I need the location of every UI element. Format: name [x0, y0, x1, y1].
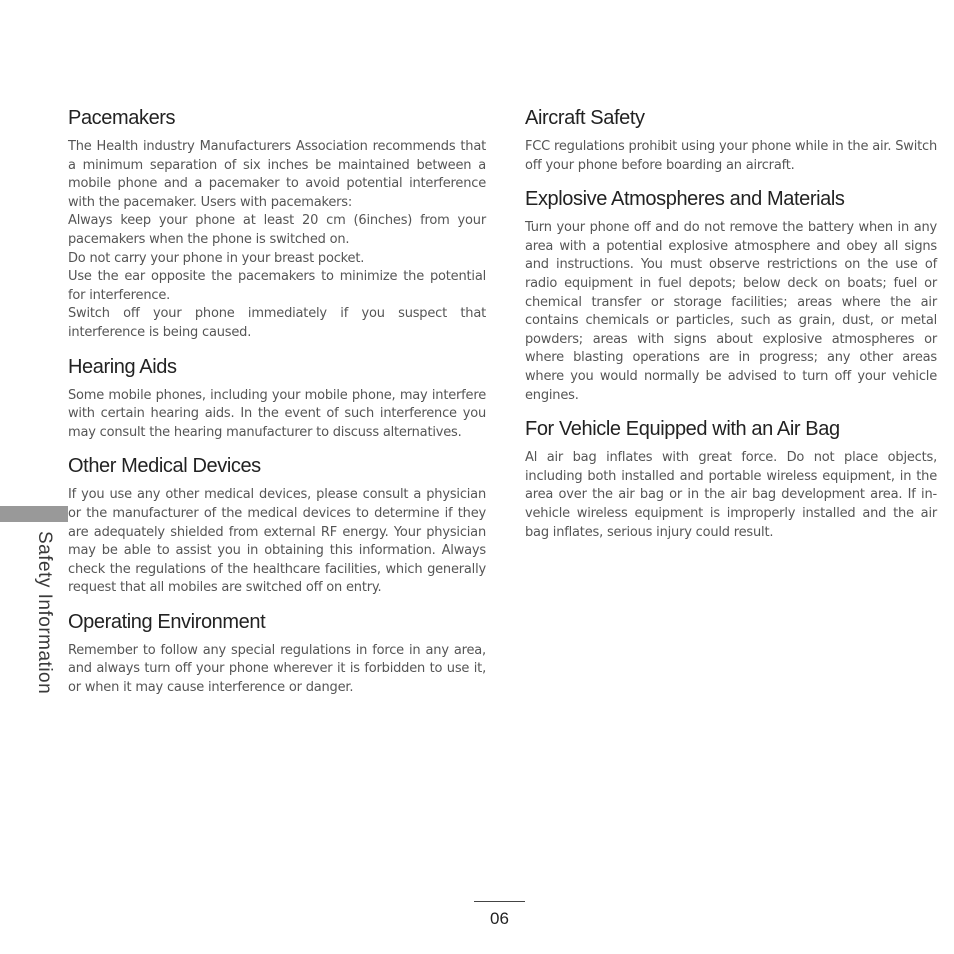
paragraph: Do not carry your phone in your breast pocket. [68, 250, 365, 266]
right-column [525, 105, 937, 553]
paragraph: Switch off your phone immediately if you suspect that interference is being caused. [68, 306, 486, 340]
paragraph: Remember to follow any special regulations in force in any area, and always turn off your phone wherever it is forbidden to use it, or when it may cause interference or danger. [68, 642, 486, 696]
side-tab-marker [0, 506, 68, 522]
paragraph: If you use any other medical devices, please consult a physician or the manufacturer of the medical devices to determine if they are adequately shielded from external RF energy. Your physician may be able to assist you in obtaining this information. Always check the regulations of the healthcare facilities, which generally request that all mobiles are switched off on entry. [68, 487, 486, 596]
section-vehicle-air-bag [525, 416, 937, 542]
section-explosive-atmospheres [525, 186, 937, 405]
page-number-rule [474, 901, 525, 902]
section-hearing-aids [68, 354, 486, 443]
left-column [68, 105, 486, 709]
paragraph: Use the ear opposite the pacemakers to minimize the potential for interference. [68, 269, 486, 303]
section-heading: Other Medical Devices [68, 455, 261, 478]
section-heading: Hearing Aids [68, 355, 177, 378]
section-pacemakers [68, 105, 486, 343]
side-tab-label: Safety Information [34, 531, 55, 695]
paragraph: Always keep your phone at least 20 cm (6inches) from your pacemakers when the phone is switched on. [68, 213, 486, 247]
section-heading: Operating Environment [68, 610, 266, 633]
section-heading: For Vehicle Equipped with an Air Bag [525, 418, 840, 441]
section-aircraft-safety [525, 105, 937, 175]
section-operating-environment [68, 609, 486, 698]
section-heading: Aircraft Safety [525, 107, 645, 129]
paragraph: Turn your phone off and do not remove the battery when in any area with a potential explosive atmosphere and obey all signs and instructions. You must observe restrictions on the use of radio equipment in fuel depots; below deck on boats; fuel or chemical transfer or storage facilities; areas where the air contains chemicals or particles, such as grain, dust, or metal powders; areas with signs about explosive atmospheres or where blasting operations are in progress; any other areas where you would normally be advised to turn off your vehicle engines. [525, 220, 937, 403]
paragraph: Al air bag inflates with great force. Do not place objects, including both installed and portable wireless equipment, in the area over the air bag or in the air bag development area. If in-vehicle wireless equipment is improperly installed and the air bag inflates, serious injury could result. [525, 450, 937, 540]
paragraph: FCC regulations prohibit using your phone while in the air. Switch off your phone before boarding an aircraft. [525, 139, 937, 173]
paragraph: Some mobile phones, including your mobile phone, may interfere with certain hearing aids. In the event of such interference you may consult the hearing manufacturer to discuss alternatives. [68, 387, 486, 440]
section-heading: Explosive Atmospheres and Materials [525, 188, 845, 211]
page-number: 06 [490, 909, 509, 928]
paragraph: The Health industry Manufacturers Association recommends that a minimum separation of six inches be maintained between a mobile phone and a pacemaker to avoid potential interference with the pacemaker. Users with pacemakers: [68, 139, 486, 210]
section-heading: Pacemakers [68, 107, 176, 129]
section-other-medical-devices [68, 453, 486, 598]
